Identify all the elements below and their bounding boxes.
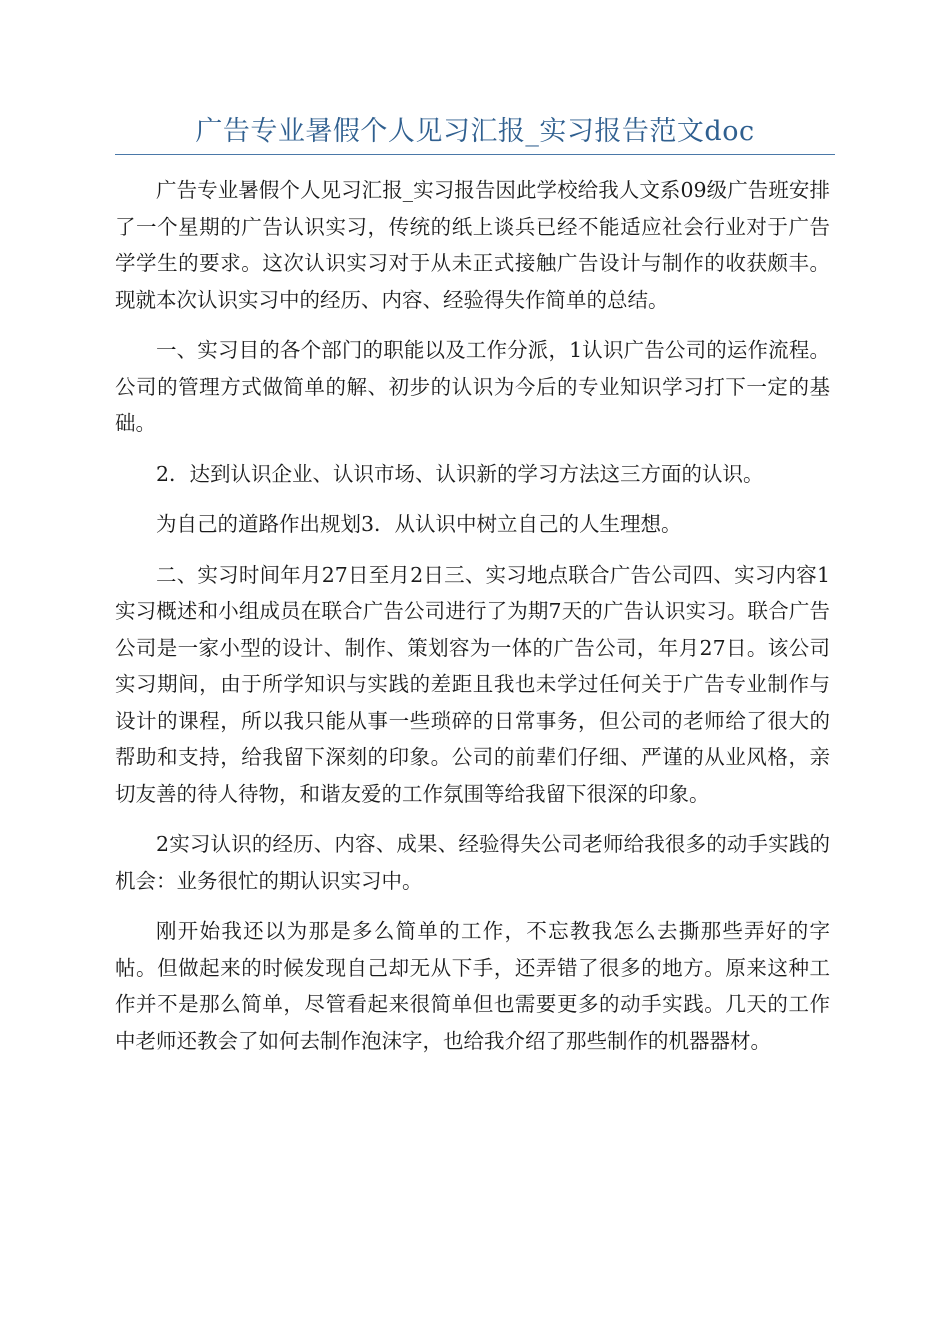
- paragraph-5: 二、实习时间年月27日至月2日三、实习地点联合广告公司四、实习内容1实习概述和小组成员在联合广告公司进行了为期7天的广告认识实习。联合广告公司是一家小型的设计、制作、策划容为一体的广告公司，年月27日。该公司实习期间，由于所学知识与实践的差距且我也未学过任何关于广告专业制作与设计的课程，所以我只能从事一些琐碎的日常事务，但公司的老师给了很大的帮助和支持，给我留下深刻的印象。公司的前辈们仔细、严谨的从业风格，亲切友善的待人待物，和谐友爱的工作氛围等给我留下很深的印象。: [115, 562, 830, 806]
- title-underline: [115, 154, 835, 155]
- paragraph-4: 为自己的道路作出规划3．从认识中树立自己的人生理想。: [156, 512, 682, 536]
- paragraph-2: 一、实习目的各个部门的职能以及工作分派，1认识广告公司的运作流程。公司的管理方式做简单的解、初步的认识为今后的专业知识学习打下一定的基础。: [115, 338, 830, 435]
- paragraph-3: 2．达到认识企业、认识市场、认识新的学习方法这三方面的认识。: [156, 461, 764, 486]
- paragraph-1: 广告专业暑假个人见习汇报_实习报告因此学校给我人文系09级广告班安排了一个星期的广告认识实习，传统的纸上谈兵已经不能适应社会行业对于广告学学生的要求。这次认识实习对于从未正式接触广告设计与制作的收获颇丰。现就本次认识实习中的经历、内容、经验得失作简单的总结。: [115, 178, 830, 312]
- document-title: 广告专业暑假个人见习汇报_实习报告范文doc: [195, 116, 755, 147]
- paragraph-7: 刚开始我还以为那是多么简单的工作，不忘教我怎么去撕那些弄好的字帖。但做起来的时候发现自己却无从下手，还弄错了很多的地方。原来这种工作并不是那么简单，尽管看起来很简单但也需要更多的动手实践。几天的工作中老师还教会了如何去制作泡沫字，也给我介绍了那些制作的机器器材。: [115, 919, 830, 1053]
- paragraph-6: 2实习认识的经历、内容、成果、经验得失公司老师给我很多的动手实践的机会：业务很忙的期认识实习中。: [115, 832, 830, 893]
- document-body: [115, 172, 830, 1073]
